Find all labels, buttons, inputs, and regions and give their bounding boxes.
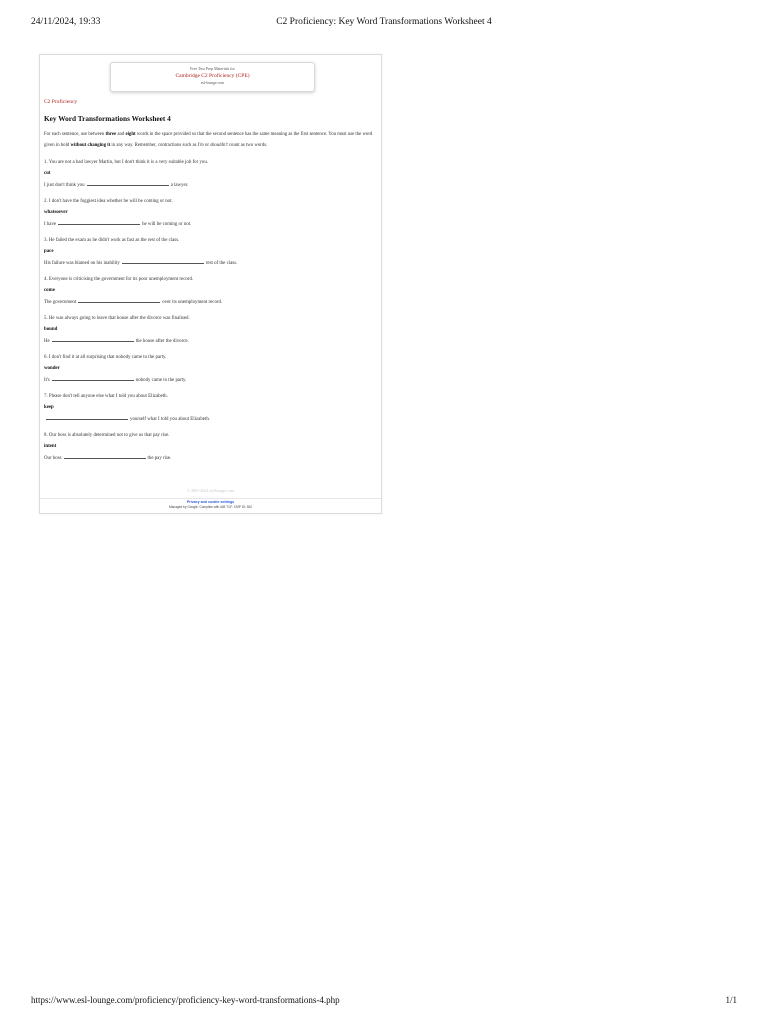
word-without-changing: without changing it bbox=[70, 143, 111, 148]
key-word: intent bbox=[44, 444, 57, 449]
question-sentence: 4. Everyone is criticising the government for its poor unemployment record. bbox=[44, 277, 194, 282]
category-link[interactable]: C2 Proficiency bbox=[44, 99, 78, 105]
answer-gap[interactable] bbox=[52, 335, 134, 342]
privacy-settings-link[interactable]: Privacy and cookie settings bbox=[186, 500, 235, 504]
question-sentence: 7. Please don't tell anyone else what I told you about Elizabeth. bbox=[44, 394, 168, 399]
answer-line: His failure was blamed on his inability rest of the class. bbox=[44, 257, 376, 269]
word-three: three bbox=[105, 132, 117, 137]
answer-gap[interactable] bbox=[52, 374, 134, 381]
answer-gap[interactable] bbox=[122, 257, 204, 264]
answer-gap[interactable] bbox=[64, 452, 146, 459]
answer-line: yourself what I told you about Elizabeth. bbox=[44, 413, 376, 425]
answer-line: The government over its unemployment record. bbox=[44, 296, 376, 308]
answer-line: He the house after the divorce. bbox=[44, 335, 376, 347]
key-word: pace bbox=[44, 249, 54, 254]
question-7 bbox=[44, 391, 376, 425]
print-page-title: C2 Proficiency: Key Word Transformations Worksheet 4 bbox=[276, 17, 492, 27]
page-frame bbox=[39, 54, 382, 514]
answer-line: I just don't think you a lawyer. bbox=[44, 179, 376, 191]
question-3 bbox=[44, 235, 376, 269]
instructions: For each sentence, use between three and eight words in the space provided so that the second sentence has the same meaning as the first sentence. You must use the word given in bold without changing it in any way. Remember, contractions such as I'm or shouldn't count as two words. bbox=[44, 132, 373, 148]
print-datetime: 24/11/2024, 19:33 bbox=[31, 17, 101, 27]
question-4 bbox=[44, 274, 376, 308]
key-word: wonder bbox=[44, 366, 60, 371]
question-1 bbox=[44, 157, 376, 191]
banner-line-1: Free Test Prep Materials for bbox=[190, 66, 235, 71]
banner-line-2: Cambridge C2 Proficiency (CPE) bbox=[175, 73, 250, 79]
key-word: whatsoever bbox=[44, 210, 68, 215]
print-page-number: 1/1 bbox=[725, 995, 737, 1005]
key-word: come bbox=[44, 288, 55, 293]
worksheet-content bbox=[44, 98, 376, 469]
answer-line: It's nobody came to the party. bbox=[44, 374, 376, 386]
key-word: keep bbox=[44, 405, 54, 410]
key-word: cut bbox=[44, 171, 51, 176]
question-sentence: 6. I don't find it at all surprising that nobody came to the party. bbox=[44, 355, 167, 360]
answer-gap[interactable] bbox=[46, 413, 128, 420]
answer-line: Our boss the pay rise. bbox=[44, 452, 376, 464]
site-banner[interactable] bbox=[110, 62, 315, 92]
question-sentence: 3. He failed the exam as he didn't work as fast as the rest of the class. bbox=[44, 238, 180, 243]
answer-gap[interactable] bbox=[78, 296, 160, 303]
answer-line: I have he will be coming or not. bbox=[44, 218, 376, 230]
key-word: bound bbox=[44, 327, 58, 332]
question-2 bbox=[44, 196, 376, 230]
question-sentence: 1. You are not a bad lawyer Martin, but I don't think it is a very suitable job for you. bbox=[44, 160, 209, 165]
copyright-notice: © 2001-2024 esl-lounge.com bbox=[187, 488, 234, 493]
banner-line-3: esl-lounge.com bbox=[200, 81, 225, 85]
question-sentence: 2. I don't have the foggiest idea whether he will be coming or not. bbox=[44, 199, 173, 204]
question-sentence: 8. Our boss is absolutely determined not to give us that pay rise. bbox=[44, 433, 170, 438]
question-sentence: 5. He was always going to leave that house after the divorce was finalised. bbox=[44, 316, 190, 321]
answer-gap[interactable] bbox=[58, 218, 140, 225]
question-5 bbox=[44, 313, 376, 347]
consent-divider bbox=[40, 498, 381, 499]
word-eight: eight bbox=[125, 132, 136, 137]
consent-note: Managed by Google. Complies with IAB TCF. CMP ID: 300 bbox=[169, 505, 252, 509]
worksheet-title: Key Word Transformations Worksheet 4 bbox=[44, 114, 171, 123]
question-6 bbox=[44, 352, 376, 386]
question-8 bbox=[44, 430, 376, 464]
answer-gap[interactable] bbox=[87, 179, 169, 186]
print-url: https://www.esl-lounge.com/proficiency/proficiency-key-word-transformations-4.php bbox=[31, 995, 340, 1005]
